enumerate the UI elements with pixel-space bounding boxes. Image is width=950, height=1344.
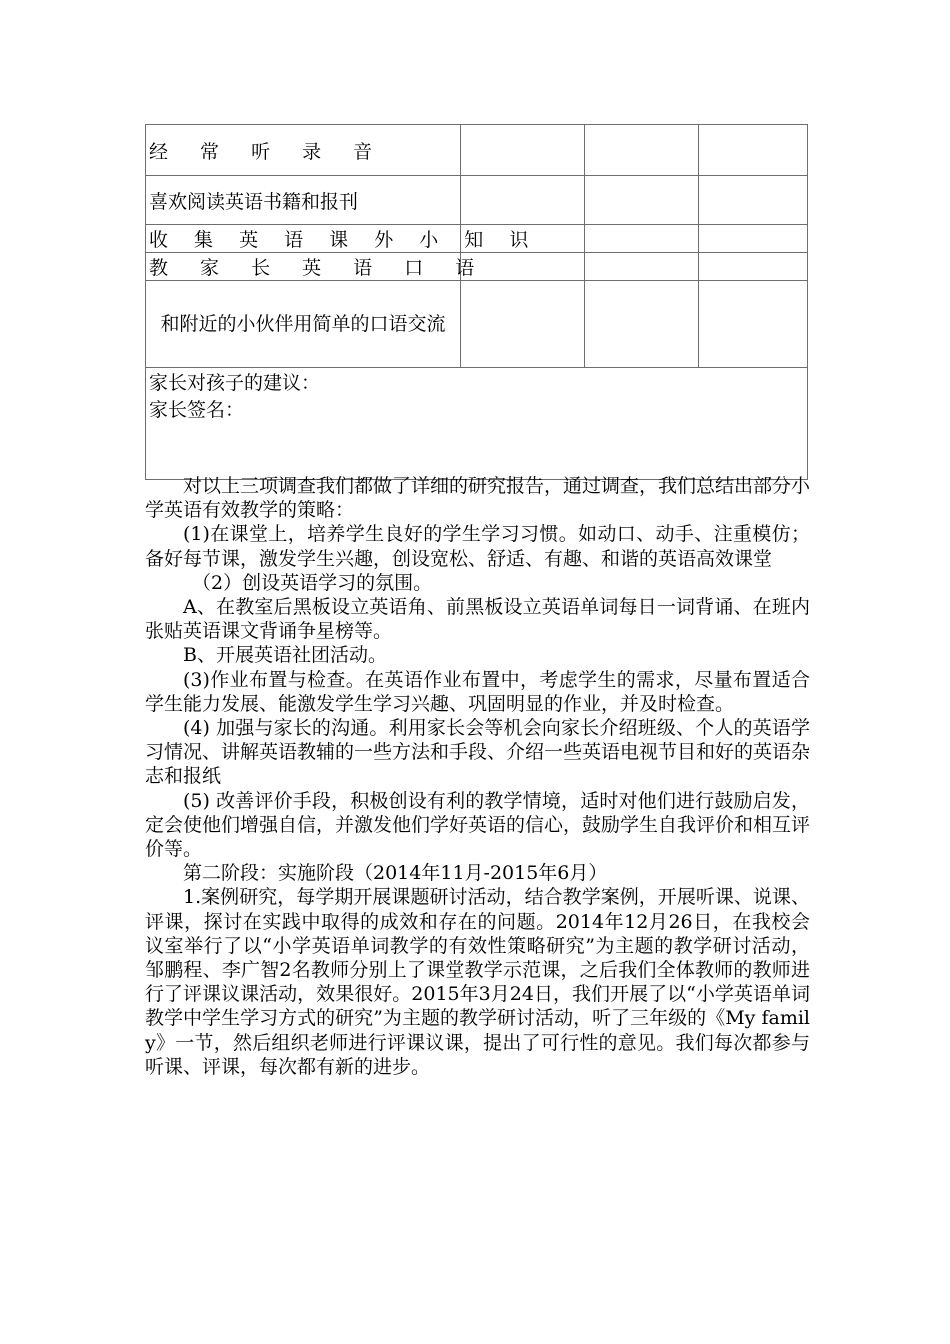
empty-cell <box>461 125 585 176</box>
empty-cell <box>585 225 699 253</box>
paragraph: (3)作业布置与检查。在英语作业布置中，考虑学生的需求，尽量布置适合学生能力发展、能激发学生学习兴趣、巩固明显的作业，并及时检查。 <box>145 668 810 715</box>
row-label: 和附近的小伙伴用简单的口语交流 <box>146 281 461 368</box>
paragraph: 对以上三项调查我们都做了详细的研究报告，通过调查，我们总结出部分小学英语有效教学的策略： <box>145 475 811 522</box>
paragraph: (1)在课堂上，培养学生良好的学生学习习惯。如动口、动手、注重模仿；备好每节课，激发学生兴趣，创设宽松、舒适、有趣、和谐的英语高效课堂 <box>145 523 810 570</box>
empty-cell <box>585 253 699 281</box>
empty-cell <box>585 125 699 176</box>
empty-cell <box>699 125 808 176</box>
table-row <box>146 368 808 480</box>
body-text <box>145 474 810 1079</box>
parent-advice-cell <box>146 368 808 480</box>
advice-label: 家长对孩子的建议： <box>149 372 321 394</box>
empty-cell <box>585 281 699 368</box>
paragraph: A、在教室后黑板设立英语角、前黑板设立英语单词每日一词背诵、在班内张贴英语课文背诵争星榜等。 <box>145 596 810 643</box>
empty-cell <box>461 176 585 225</box>
table-row <box>146 176 808 225</box>
table-row <box>146 281 808 368</box>
empty-cell <box>699 176 808 225</box>
table-row <box>146 125 808 176</box>
row-label: 经 常 听 录 音 <box>146 125 461 176</box>
row-label: 教 家 长 英 语 口 语 <box>146 253 461 281</box>
survey-table <box>145 124 808 480</box>
signature-label: 家长签名： <box>149 399 245 421</box>
empty-cell <box>461 281 585 368</box>
empty-cell <box>585 176 699 225</box>
row-label: 喜欢阅读英语书籍和报刊 <box>146 176 461 225</box>
table-row <box>146 225 808 253</box>
empty-cell <box>699 253 808 281</box>
row-label: 收 集 英 语 课 外 小 知 识 <box>146 225 461 253</box>
paragraph: B、开展英语社团活动。 <box>183 644 387 667</box>
paragraph: （2）创设英语学习的氛围。 <box>192 571 433 594</box>
empty-cell <box>699 281 808 368</box>
table-row <box>146 253 808 281</box>
empty-cell <box>699 225 808 253</box>
paragraph: (5) 改善评价手段，积极创设有利的教学情境，适时对他们进行鼓励启发，定会使他们增强自信，并激发他们学好英语的信心，鼓励学生自我评价和相互评价等。 <box>145 789 811 861</box>
paragraph: 1.案例研究，每学期开展课题研讨活动，结合教学案例，开展听课、说课、评课，探讨在实践中取得的成效和存在的问题。2014年12月26日，在我校会议室举行了以“小学英语单词教学的有效性策略研究”为主题的教学研讨活动，邹鹏程、李广智2名教师分别上了课堂教学示范课，之后我们全体教师的教师进行了评课议课活动，效果很好。2015年3月24日，我们开展了以“小学英语单词教学中学生学习方式的研究”为主题的教学研讨活动，听了三年级的《My family》一节，然后组织老师进行评课议课，提出了可行性的意见。我们每次都参与听课、评课，每次都有新的进步。 <box>145 886 810 1078</box>
paragraph: (4) 加强与家长的沟通。利用家长会等机会向家长介绍班级、个人的英语学习情况、讲解英语教辅的一些方法和手段、介绍一些英语电视节目和好的英语杂志和报纸 <box>145 717 811 788</box>
paragraph: 第二阶段：实施阶段（2014年11月-2015年6月） <box>183 862 608 885</box>
